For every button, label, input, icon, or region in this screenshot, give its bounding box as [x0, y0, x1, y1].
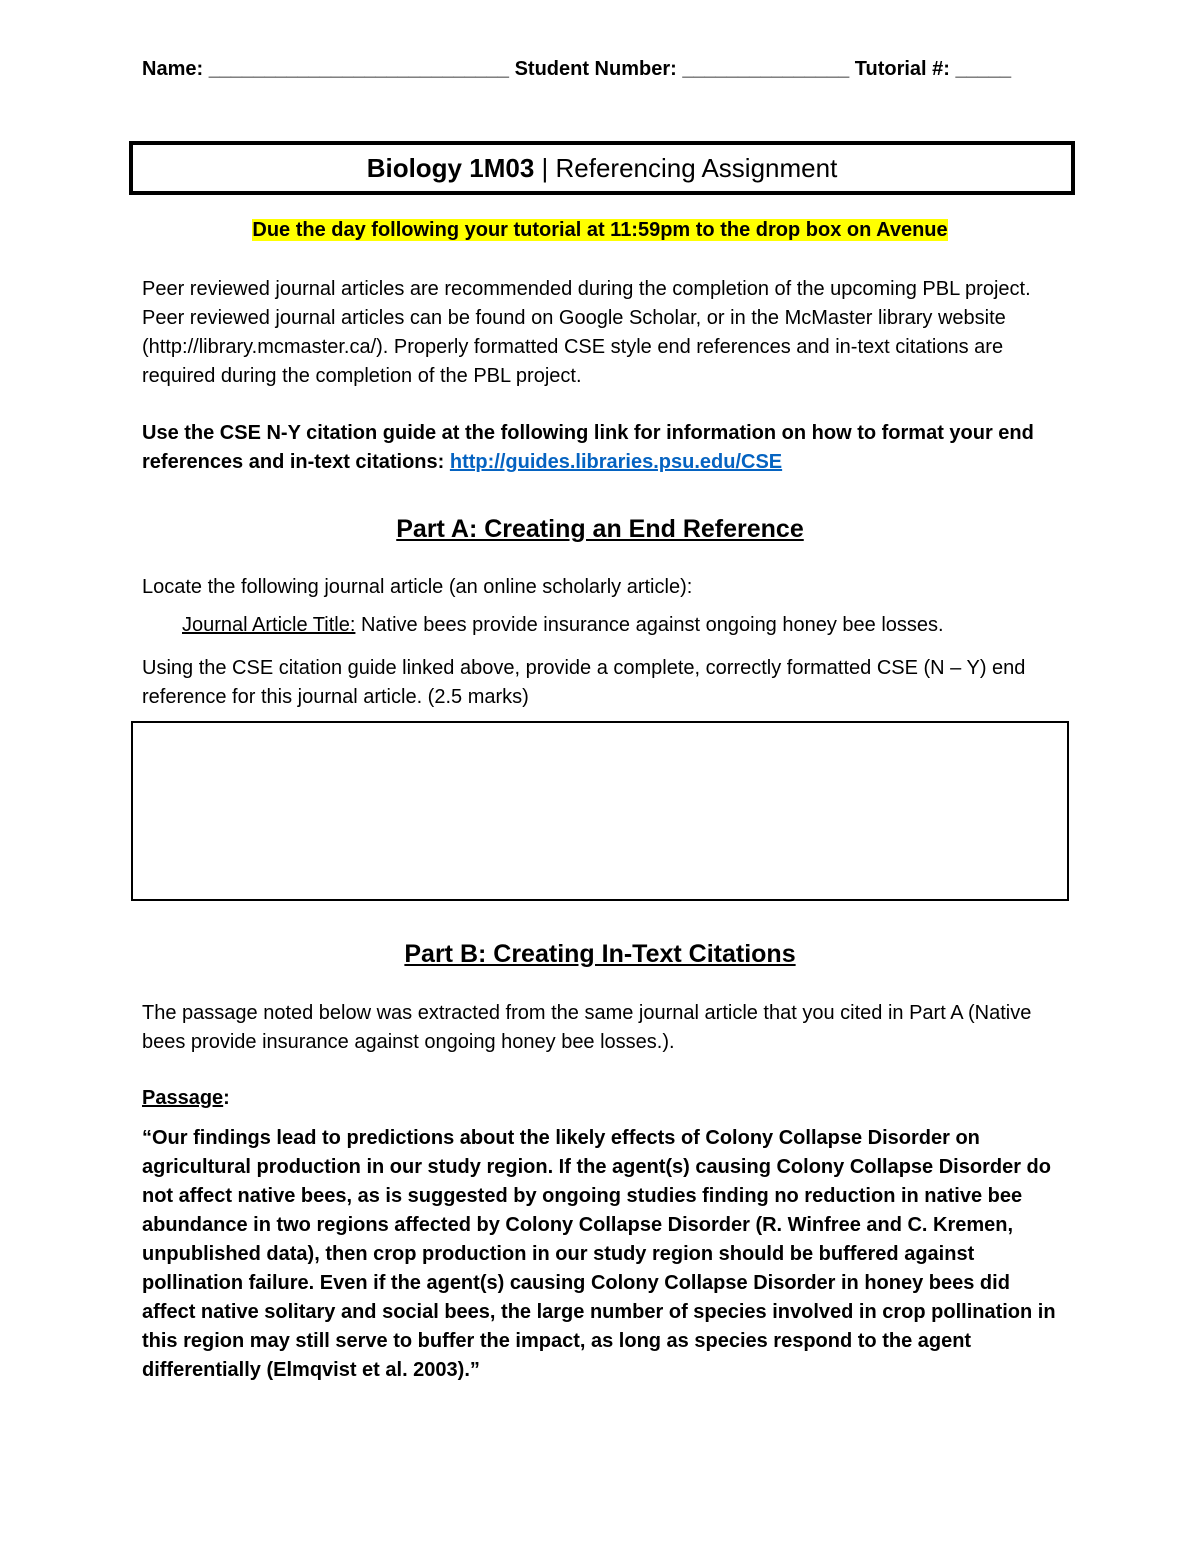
citation-guide-text: Use the CSE N-Y citation guide at the following link for information on how to format your end references and in-text citations: — [142, 422, 1034, 473]
title-box — [129, 141, 1075, 195]
journal-article-title-line — [182, 614, 944, 637]
end-reference-answer-box[interactable] — [131, 721, 1069, 901]
passage-label: Passage — [142, 1087, 224, 1109]
passage-quote: “Our findings lead to predictions about the likely effects of Colony Collapse Disorder on agricultural production in our study region. If the agent(s) causing Colony Collapse Disorder do not affect native bees, as is suggested by ongoing studies finding no reduction in native bee abundance in two regions affected by Colony Collapse Disorder (R. Winfree and C. Kremen, unpublished data), then crop production in our study region should be buffered against pollination failure. Even if the agent(s) causing Colony Collapse Disorder in honey bees did affect native solitary and social bees, the large number of species involved in crop pollination in this region may still serve to buffer the impact, as long as species respond to the agent differentially (Elmqvist et al. 2003).” — [142, 1127, 1056, 1381]
part-a-instruction: Using the CSE citation guide linked above, provide a complete, correctly formatted CSE (N – Y) end reference for this journal article. (2.5 marks) — [142, 657, 1026, 708]
course-code: Biology 1M03 — [366, 152, 535, 183]
intro-paragraph: Peer reviewed journal articles are recommended during the completion of the upcoming PBL project. Peer reviewed journal articles can be found on Google Scholar, or in the McMaster library website (http://library.mcmaster.ca/). Properly formatted CSE style end references and in-text citations are required during the completion of the PBL project. — [142, 278, 1031, 387]
passage-label-colon: : — [223, 1087, 230, 1109]
passage-label-line — [142, 1084, 1067, 1113]
part-b-heading: Part B: Creating In-Text Citations — [404, 940, 796, 968]
title-separator: | — [534, 152, 556, 183]
journal-article-title-value: Native bees provide insurance against ongoing honey bee losses. — [355, 614, 944, 636]
part-b-intro: The passage noted below was extracted from the same journal article that you cited in Part A (Native bees provide insurance against ongoing honey bee losses.). — [142, 1002, 1032, 1053]
assignment-name: Referencing Assignment — [555, 152, 838, 183]
due-notice — [0, 219, 1200, 242]
journal-article-title-label: Journal Article Title: — [182, 614, 356, 636]
citation-guide-paragraph — [142, 419, 1067, 477]
citation-guide-link[interactable]: http://guides.libraries.psu.edu/CSE — [449, 451, 783, 473]
student-info-line: Name: ___________________________ Student Number: _______________ Tutorial #: _____ — [142, 58, 1012, 80]
part-a-locate-text: Locate the following journal article (an online scholarly article): — [142, 576, 693, 598]
due-notice-text: Due the day following your tutorial at 11:59pm to the drop box on Avenue — [252, 219, 948, 241]
part-a-heading: Part A: Creating an End Reference — [396, 515, 804, 543]
